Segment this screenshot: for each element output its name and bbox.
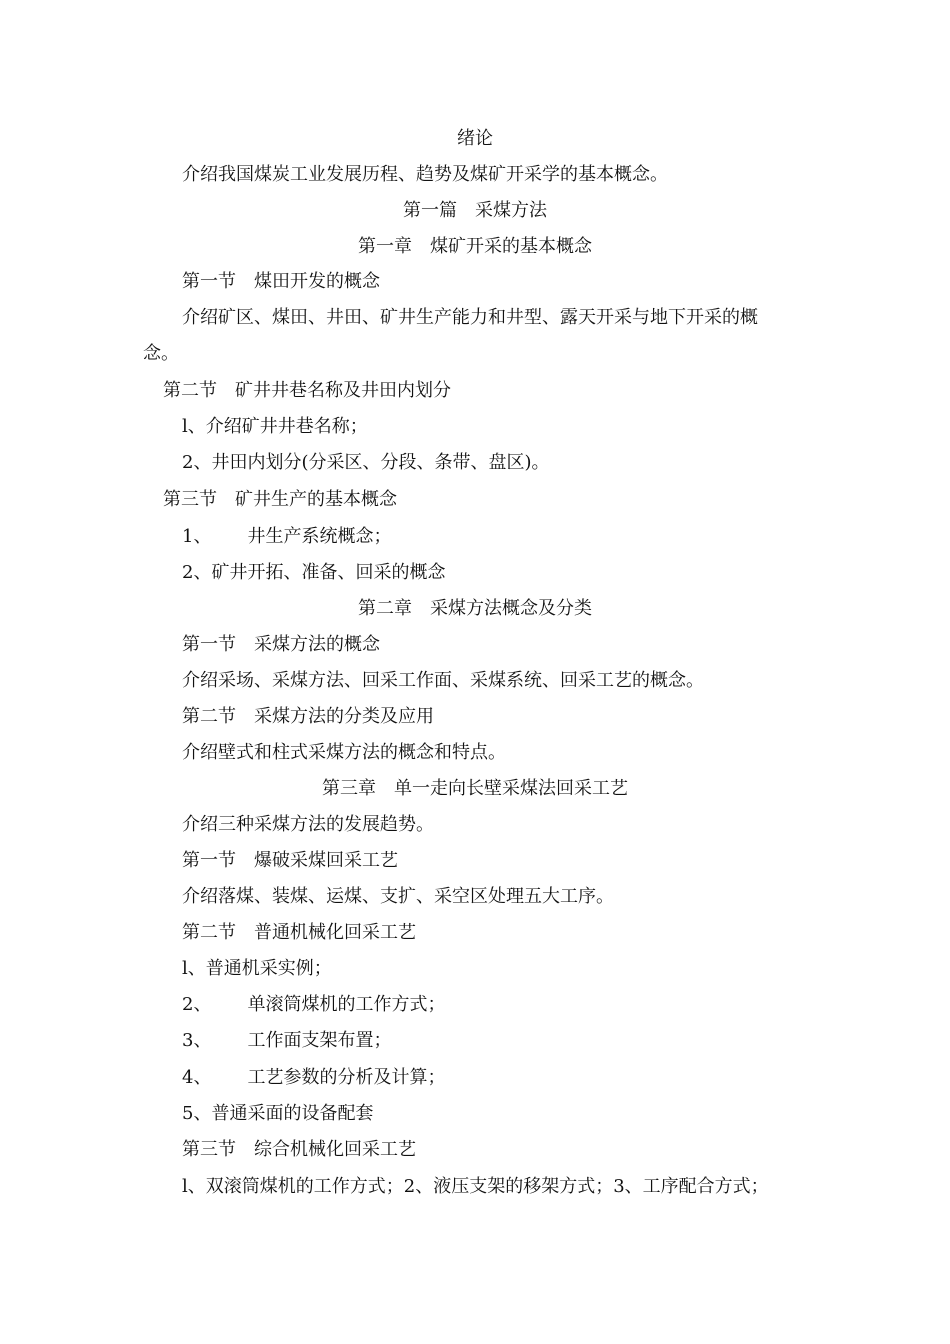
chapter-1-heading bbox=[0, 235, 950, 259]
item-number: 3、 bbox=[182, 1030, 212, 1051]
ch1-section-3-heading bbox=[163, 488, 397, 512]
part-heading bbox=[0, 199, 950, 223]
ch2-section-1-desc: 介绍采场、采煤方法、回采工作面、采煤系统、回采工艺的概念。 bbox=[182, 670, 704, 691]
ch3-section-1-desc: 介绍落煤、装煤、运煤、支扩、采空区处理五大工序。 bbox=[182, 886, 614, 907]
item-number: 2、 bbox=[182, 994, 212, 1015]
section-title: 采煤方法的概念 bbox=[254, 634, 380, 655]
ch1-section-1-desc-line1: 介绍矿区、煤田、井田、矿井生产能力和井型、露天开采与地下开采的概 bbox=[182, 307, 758, 328]
part-label: 第一篇 bbox=[403, 200, 457, 221]
ch1-section-1-desc-line2: 念。 bbox=[143, 343, 179, 364]
item-number: 1、 bbox=[182, 526, 212, 547]
section-title: 普通机械化回采工艺 bbox=[254, 922, 416, 943]
ch1-section-3-item-2: 2、矿井开拓、准备、回采的概念 bbox=[182, 562, 446, 583]
section-title: 矿井生产的基本概念 bbox=[235, 489, 397, 510]
heading-text: 绪论 bbox=[457, 128, 493, 149]
item-text: 单滚筒煤机的工作方式； bbox=[247, 994, 446, 1015]
chapter-title: 煤矿开采的基本概念 bbox=[430, 236, 592, 257]
ch3-section-2-item-4 bbox=[182, 1066, 445, 1090]
chapter-label: 第三章 bbox=[322, 778, 376, 799]
chapter-label: 第二章 bbox=[358, 598, 412, 619]
ch3-section-2-heading bbox=[182, 921, 416, 945]
chapter-title: 采煤方法概念及分类 bbox=[430, 598, 592, 619]
ch1-section-2-heading bbox=[163, 379, 451, 403]
ch2-section-2-heading bbox=[182, 705, 434, 729]
section-label: 第二节 bbox=[182, 706, 236, 727]
item-text: 工作面支架布置； bbox=[247, 1030, 392, 1051]
ch3-desc: 介绍三种采煤方法的发展趋势。 bbox=[182, 814, 434, 835]
ch3-section-3-heading bbox=[182, 1138, 416, 1162]
section-label: 第三节 bbox=[163, 489, 217, 510]
section-label: 第二节 bbox=[163, 380, 217, 401]
ch3-section-2-item-3 bbox=[182, 1029, 391, 1053]
section-title: 矿井井巷名称及井田内划分 bbox=[235, 380, 451, 401]
item-text: 工艺参数的分析及计算； bbox=[247, 1067, 446, 1088]
heading-introduction bbox=[0, 127, 950, 151]
section-label: 第一节 bbox=[182, 634, 236, 655]
section-title: 爆破采煤回采工艺 bbox=[254, 850, 398, 871]
ch1-section-2-item-2: 2、井田内划分(分采区、分段、条带、盘区)。 bbox=[182, 452, 550, 473]
ch2-section-2-desc: 介绍壁式和柱式采煤方法的概念和特点。 bbox=[182, 742, 506, 763]
ch3-section-1-heading bbox=[182, 849, 398, 873]
ch3-section-2-item-2 bbox=[182, 993, 445, 1017]
ch1-section-1-heading bbox=[182, 270, 380, 294]
ch1-section-3-item-1 bbox=[182, 525, 391, 549]
chapter-title: 单一走向长壁采煤法回采工艺 bbox=[394, 778, 628, 799]
ch3-section-2-item-1: l、普通机采实例； bbox=[182, 958, 332, 979]
section-title: 采煤方法的分类及应用 bbox=[254, 706, 434, 727]
section-title: 综合机械化回采工艺 bbox=[254, 1139, 416, 1160]
item-number: 4、 bbox=[182, 1067, 212, 1088]
ch3-section-2-item-5: 5、普通采面的设备配套 bbox=[182, 1103, 374, 1124]
intro-paragraph: 介绍我国煤炭工业发展历程、趋势及煤矿开采学的基本概念。 bbox=[182, 164, 668, 185]
section-label: 第一节 bbox=[182, 271, 236, 292]
chapter-3-heading bbox=[0, 777, 950, 801]
item-text: 井生产系统概念； bbox=[247, 526, 392, 547]
ch2-section-1-heading bbox=[182, 633, 380, 657]
ch1-section-2-item-1: l、介绍矿井井巷名称； bbox=[182, 416, 368, 437]
section-title: 煤田开发的概念 bbox=[254, 271, 380, 292]
section-label: 第三节 bbox=[182, 1139, 236, 1160]
chapter-label: 第一章 bbox=[358, 236, 412, 257]
section-label: 第一节 bbox=[182, 850, 236, 871]
ch3-section-3-items: l、双滚筒煤机的工作方式；2、液压支架的移架方式；3、工序配合方式； bbox=[182, 1176, 769, 1197]
part-title: 采煤方法 bbox=[475, 200, 547, 221]
section-label: 第二节 bbox=[182, 922, 236, 943]
chapter-2-heading bbox=[0, 597, 950, 621]
